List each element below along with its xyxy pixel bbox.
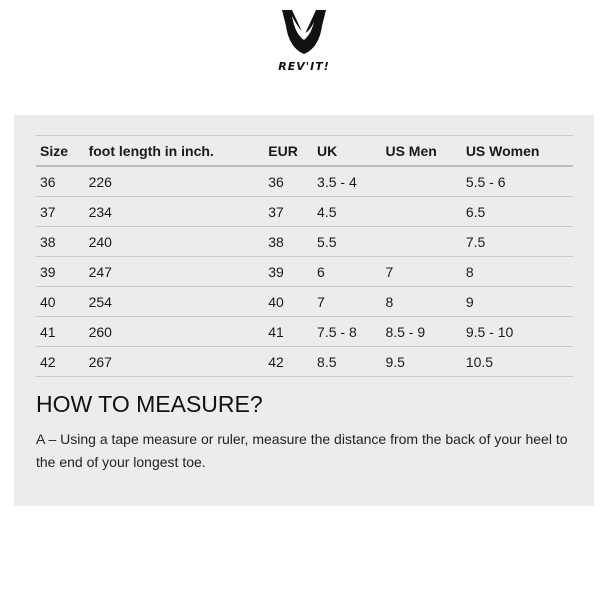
table-cell: 9.5 - 10: [462, 317, 573, 347]
size-table: [36, 135, 573, 377]
column-header-eur: EUR: [264, 136, 313, 167]
table-cell: 40: [36, 287, 85, 317]
table-cell: 41: [264, 317, 313, 347]
table-cell: 7.5 - 8: [313, 317, 381, 347]
how-to-measure-heading: HOW TO MEASURE?: [36, 391, 263, 417]
table-cell: 234: [85, 197, 265, 227]
table-cell: 260: [85, 317, 265, 347]
table-cell: 9.5: [381, 347, 461, 377]
size-chart-panel: [14, 115, 594, 506]
table-cell: 42: [36, 347, 85, 377]
column-header-us-men: US Men: [381, 136, 461, 167]
table-cell: 39: [264, 257, 313, 287]
column-header-size: Size: [36, 136, 85, 167]
column-header-uk: UK: [313, 136, 381, 167]
table-cell: 267: [85, 347, 265, 377]
table-cell: 9: [462, 287, 573, 317]
table-cell: 38: [264, 227, 313, 257]
brand-wordmark: REV'IT!: [278, 60, 330, 73]
table-cell: 40: [264, 287, 313, 317]
table-cell: 10.5: [462, 347, 573, 377]
brand-logo: [0, 6, 608, 73]
table-cell: 37: [264, 197, 313, 227]
table-cell: 5.5: [313, 227, 381, 257]
table-cell: 7: [313, 287, 381, 317]
table-cell: 4.5: [313, 197, 381, 227]
table-row: [36, 347, 573, 377]
table-cell: 240: [85, 227, 265, 257]
table-cell: 6.5: [462, 197, 573, 227]
table-cell: 254: [85, 287, 265, 317]
table-cell: [381, 227, 461, 257]
table-cell: 39: [36, 257, 85, 287]
table-header-row: [36, 136, 573, 167]
table-cell: 7.5: [462, 227, 573, 257]
how-to-measure-text: A – Using a tape measure or ruler, measure the distance from the back of your heel to the end of your longest toe.: [36, 431, 568, 470]
table-cell: 247: [85, 257, 265, 287]
table-cell: 8.5 - 9: [381, 317, 461, 347]
table-cell: 37: [36, 197, 85, 227]
table-cell: 7: [381, 257, 461, 287]
table-cell: 5.5 - 6: [462, 166, 573, 197]
table-cell: 8: [381, 287, 461, 317]
table-row: [36, 287, 573, 317]
table-cell: 3.5 - 4: [313, 166, 381, 197]
table-cell: 8.5: [313, 347, 381, 377]
table-row: [36, 317, 573, 347]
table-cell: 36: [264, 166, 313, 197]
column-header-foot-length: foot length in inch.: [85, 136, 265, 167]
table-cell: [381, 166, 461, 197]
column-header-us-women: US Women: [462, 136, 573, 167]
revit-logo-icon: [278, 6, 330, 58]
table-cell: 226: [85, 166, 265, 197]
table-cell: 42: [264, 347, 313, 377]
table-cell: 38: [36, 227, 85, 257]
table-cell: 41: [36, 317, 85, 347]
table-row: [36, 227, 573, 257]
table-row: [36, 197, 573, 227]
table-row: [36, 257, 573, 287]
table-cell: 6: [313, 257, 381, 287]
table-cell: 36: [36, 166, 85, 197]
table-row: [36, 166, 573, 197]
table-cell: [381, 197, 461, 227]
table-cell: 8: [462, 257, 573, 287]
